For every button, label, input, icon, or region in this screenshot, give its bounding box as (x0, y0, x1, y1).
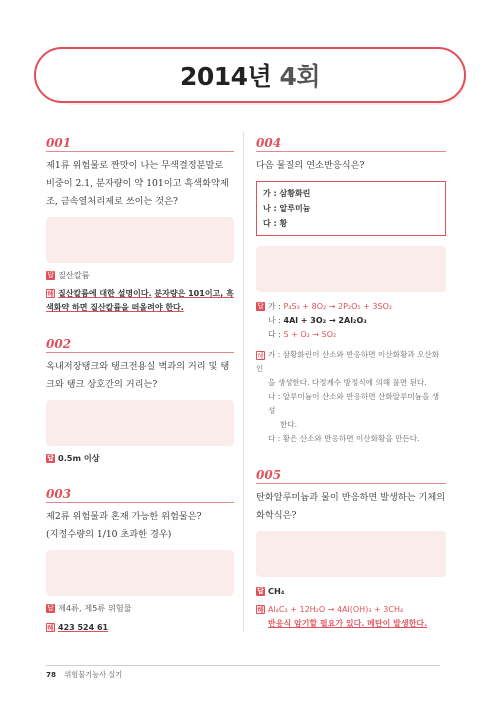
question-number: 005 (256, 468, 282, 482)
column-divider (243, 132, 244, 632)
question-number: 003 (46, 487, 72, 501)
right-column (256, 136, 446, 631)
explanation-note: 반응식 암기할 필요가 있다. 메탄이 발생한다. (268, 619, 428, 628)
reaction-da-eq: S + O₂ → SO₂ (283, 330, 337, 339)
choice-da: 다 : 황 (263, 219, 288, 228)
explanation-da: 다 : 황은 산소와 반응하면 이산화황을 만든다. (268, 434, 420, 443)
question-text: 탄화알루미늄과 물이 반응하면 발생하는 기체의 화학식은? (256, 492, 446, 521)
title-year: 2014년 (180, 62, 272, 91)
answer-tag: 답 (257, 587, 264, 595)
answer-tag: 답 (47, 454, 54, 462)
reaction-da-label: 다 : (268, 330, 281, 339)
question-rule (46, 502, 234, 503)
answer-box[interactable] (256, 531, 446, 577)
explanation-block (256, 348, 446, 446)
reaction-na (256, 314, 446, 328)
answer-line (46, 452, 234, 465)
explanation-text-b: 분자량은 101이고, 흑색화약 하면 질산칼륨을 떠올려야 한다. (46, 289, 234, 312)
answer-text: 0.5m 이상 (58, 453, 100, 463)
book-title: 위험물기능사 실기 (64, 670, 123, 679)
explain-tag: 해 (257, 351, 264, 360)
reaction-na-label: 나 : (268, 316, 281, 325)
question-number: 004 (256, 136, 282, 150)
explain-tag: 해 (47, 290, 54, 298)
question-text: 제1류 위험물로 짠맛이 나는 무색결정분말로 비중이 2.1, 분자량이 약 101이고 흑색화약제조, 금속열처리제로 쓰이는 것은? (46, 160, 229, 207)
answer-line (46, 602, 234, 615)
question-rule (256, 151, 446, 152)
question-text: 다음 물질의 연소반응식은? (256, 160, 365, 171)
question-004 (256, 136, 446, 446)
answer-text: CH₄ (268, 586, 285, 596)
explanation-equation: Al₄C₃ + 12H₂O → 4Al(OH)₃ + 3CH₄ (268, 605, 404, 614)
answer-reactions (256, 300, 446, 342)
title-round: 4회 (279, 62, 320, 91)
answer-text: 질산칼륨 (58, 270, 90, 280)
explanation-na-2: 한다. (280, 420, 298, 429)
question-text-line2: (지정수량의 1/10 초과한 경우) (46, 529, 172, 540)
answer-line (256, 585, 446, 598)
explanation-ga-2: 을 생성한다. 다정계수 방정식에 의해 풀면 된다. (268, 378, 427, 387)
question-rule (256, 483, 446, 484)
choice-ga: 가 : 삼황화린 (263, 189, 311, 198)
answer-tag: 답 (257, 302, 264, 310)
answer-tag: 답 (47, 271, 54, 279)
question-text (46, 508, 234, 544)
answer-line (46, 269, 234, 282)
explanation-text: 423 524 61 (58, 623, 109, 632)
left-column (46, 136, 234, 635)
explanation-na-1: 나 : 알루미늄이 산소와 반응하면 산화알루미늄을 생성 (268, 392, 440, 415)
question-number: 002 (46, 337, 72, 351)
reaction-na-eq: 4Al + 3O₂ → 2Al₂O₃ (283, 316, 367, 325)
choice-na: 나 : 알루미늄 (263, 204, 311, 213)
answer-box[interactable] (46, 550, 234, 596)
explain-tag: 해 (257, 606, 264, 614)
reaction-ga (256, 300, 446, 314)
reaction-ga-eq: P₄S₃ + 8O₂ → 2P₂O₅ + 3SO₂ (283, 302, 393, 311)
explanation-line (256, 603, 446, 631)
page-footer (46, 670, 122, 680)
answer-text: 제4류, 제5류 위험물 (58, 603, 132, 613)
explanation-ga-1: 해 가 : 삼황화린이 산소와 반응하면 이산화황과 오산화인 (256, 350, 440, 373)
explanation-text-a: 질산칼륨에 대한 설명이다. (58, 289, 152, 298)
answer-box[interactable] (256, 246, 446, 292)
question-002 (46, 337, 234, 465)
question-005 (256, 468, 446, 631)
answer-box[interactable] (46, 400, 234, 446)
explain-tag: 해 (47, 624, 54, 632)
reaction-da (256, 328, 446, 342)
question-003 (46, 487, 234, 635)
choices-box (256, 181, 446, 236)
question-text: 옥내저장탱크와 탱크전용실 벽과의 거리 및 탱크와 탱크 상호간의 거리는? (46, 361, 230, 390)
page-number: 78 (46, 670, 57, 679)
question-number: 001 (46, 136, 72, 150)
footer-rule (46, 665, 440, 666)
question-001 (46, 136, 234, 315)
question-rule (46, 352, 234, 353)
explanation-line (46, 287, 234, 315)
question-text-line1: 제2류 위험물과 혼재 가능한 위험물은? (46, 511, 202, 522)
reaction-ga-label: 가 : (268, 302, 281, 311)
question-rule (46, 151, 234, 152)
page-title (0, 57, 500, 93)
explanation-line (46, 621, 234, 635)
answer-box[interactable] (46, 217, 234, 263)
answer-tag: 답 (47, 604, 54, 612)
